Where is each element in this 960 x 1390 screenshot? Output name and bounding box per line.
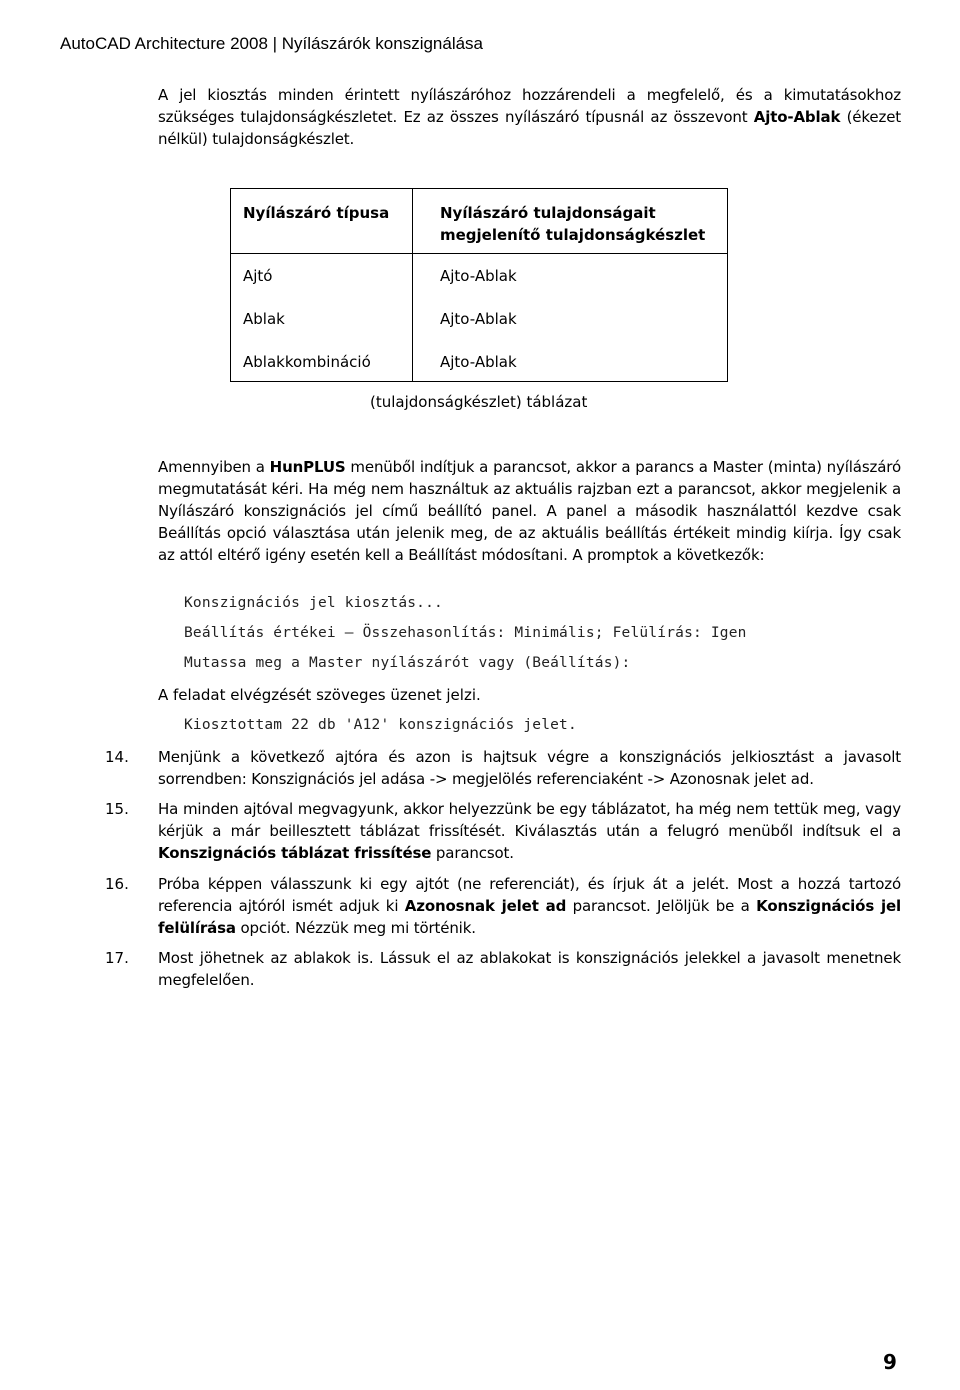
step-bold-text: Konszignációs táblázat frissítése xyxy=(158,844,432,862)
step-item xyxy=(105,873,901,939)
step-text xyxy=(158,746,901,790)
feedback-text: A feladat elvégzését szöveges üzenet jelzi. xyxy=(158,686,481,704)
intro-text-end: (ékezet nélkül) tulajdonságkészlet. xyxy=(158,108,901,148)
step-bold-text: Konszignációs jel felülírása xyxy=(158,897,901,937)
step-text-part: Most jöhetnek az ablakok is. Lássuk el az ablakokat is konszignációs jelekkel a javasolt menetnek megfelelően. xyxy=(158,949,901,989)
step-text-part: Ha minden ajtóval megvagyunk, akkor helyezzünk be egy táblázatot, ha még nem tettük meg, vagy kérjük a már beillesztett táblázat frissítését. Kiválasztás után a felugró menüből indítsuk el a xyxy=(158,800,901,840)
result-prompt: Kiosztottam 22 db 'A12' konszignációs jelet. xyxy=(184,717,577,733)
table-cell: Ajto-Ablak xyxy=(440,310,517,328)
step-text xyxy=(158,947,901,991)
intro-paragraph xyxy=(158,84,901,150)
step-item xyxy=(105,947,901,991)
step-bold-text: Azonosnak jelet ad xyxy=(404,897,567,915)
para-bold-text: HunPLUS xyxy=(269,458,346,476)
step-number: 16. xyxy=(105,875,129,893)
intro-text: A jel kiosztás minden érintett nyílászáróhoz hozzárendeli a megfelelő, és a kimutatásokhoz szükséges tulajdonságkészletet. Ez az összes nyílászáró típusnál az összevont xyxy=(158,86,901,126)
step-text-part: parancsot. Jelöljük be a xyxy=(566,897,757,915)
table-header-divider xyxy=(231,253,727,254)
step-text xyxy=(158,873,901,939)
step-text xyxy=(158,798,901,864)
step-item xyxy=(105,798,901,864)
para-text: menüből indítjuk a parancsot, akkor a parancs a Master (minta) nyílászáró megmutatását kéri. Ha még nem használtuk az aktuális rajzban ezt a parancsot, akkor megjelenik a Nyílászáró konszignációs jel című beállító panel. A panel a második használattól kezdve csak Beállítás opció választása után jelenik meg, de az aktuális beállítás értékeit mindig kiírja. Így csak az attól eltérő igény esetén kell a Beállítást módosítani. A promptok a következők: xyxy=(158,458,901,564)
step-text-part: parancsot. xyxy=(431,844,514,862)
intro-bold-text: Ajto-Ablak xyxy=(753,108,841,126)
table-header-type: Nyílászáró típusa xyxy=(243,204,390,222)
command-prompt: Beállítás értékei – Összehasonlítás: Minimális; Felülírás: Igen xyxy=(184,625,747,641)
step-number: 15. xyxy=(105,800,129,818)
step-text-part: opciót. Nézzük meg mi történik. xyxy=(235,919,476,937)
table-cell: Ablak xyxy=(243,310,285,328)
step-item xyxy=(105,746,901,790)
command-prompt: Konszignációs jel kiosztás... xyxy=(184,595,443,611)
table-header-property-set: Nyílászáró tulajdonságait megjelenítő tulajdonságkészlet xyxy=(440,204,706,244)
para-text: Amennyiben a xyxy=(158,458,270,476)
command-prompt: Mutassa meg a Master nyílászárót vagy (Beállítás): xyxy=(184,655,631,671)
step-number: 17. xyxy=(105,949,129,967)
table-cell: Ajtó xyxy=(243,267,273,285)
table-cell: Ajto-Ablak xyxy=(440,267,517,285)
step-text-part: Menjünk a következő ajtóra és azon is hajtsuk végre a konszignációs jelkiosztást a javasolt sorrendben: Konszignációs jel adása -> megjelölés referenciaként -> Azonosnak jelet ad. xyxy=(158,748,901,788)
page-number: 9 xyxy=(883,1350,897,1374)
page-header: AutoCAD Architecture 2008 | Nyílászárók konszignálása xyxy=(60,34,484,53)
table-cell: Ablakkombináció xyxy=(243,353,371,371)
property-set-table xyxy=(230,188,728,382)
table-caption: (tulajdonságkészlet) táblázat xyxy=(370,393,588,411)
step-number: 14. xyxy=(105,748,129,766)
table-column-divider xyxy=(412,189,413,381)
step-text-part: Próba képpen válasszunk ki egy ajtót (ne referenciát), és írjuk át a jelét. Most a hozzá tartozó referencia ajtóról ismét adjuk ki xyxy=(158,875,901,915)
table-cell: Ajto-Ablak xyxy=(440,353,517,371)
body-paragraph xyxy=(158,456,901,566)
